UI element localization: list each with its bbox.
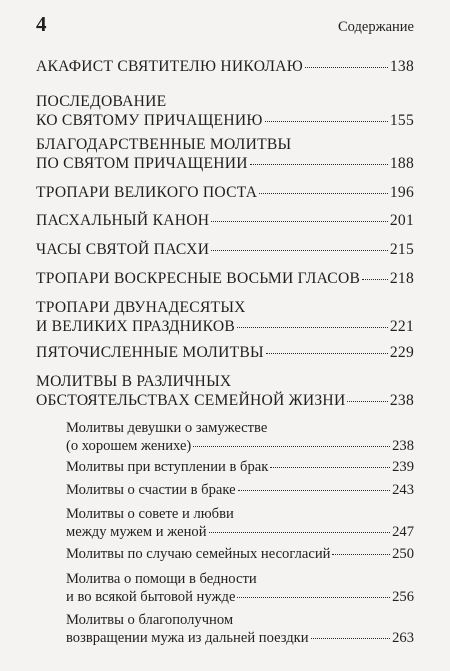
page-number: 4 bbox=[36, 12, 47, 36]
dot-leader bbox=[305, 67, 388, 68]
entry-title-line: Молитвы о благополучном bbox=[66, 612, 234, 628]
entry-title-line: ПО СВЯТОМ ПРИЧАЩЕНИИ bbox=[36, 155, 248, 172]
dot-leader bbox=[211, 250, 388, 251]
toc-subentry[interactable] bbox=[66, 419, 414, 455]
entry-title-line: (о хорошем женихе) bbox=[66, 438, 192, 454]
toc-subentry[interactable] bbox=[66, 545, 414, 563]
toc-entry[interactable] bbox=[36, 240, 414, 259]
toc-entry[interactable] bbox=[36, 135, 414, 173]
entry-page-number: 243 bbox=[392, 482, 414, 498]
toc-subentry[interactable] bbox=[66, 458, 414, 476]
entry-title-line: и во всякой бытовой нужде bbox=[66, 589, 236, 605]
entry-title-line: БЛАГОДАРСТВЕННЫЕ МОЛИТВЫ bbox=[36, 136, 292, 153]
toc-entry[interactable] bbox=[36, 269, 414, 288]
dot-leader bbox=[270, 467, 390, 468]
toc-entry[interactable] bbox=[36, 92, 414, 130]
entry-title-line: Молитвы при вступлении в брак bbox=[66, 459, 269, 475]
entry-title-line: Молитвы о совете и любви bbox=[66, 506, 234, 522]
entry-title-line: ОБСТОЯТЕЛЬСТВАХ СЕМЕЙНОЙ ЖИЗНИ bbox=[36, 392, 346, 409]
entry-title-line: ПЯТОЧИСЛЕННЫЕ МОЛИТВЫ bbox=[36, 344, 264, 361]
entry-page-number: 221 bbox=[389, 318, 414, 335]
entry-title-line: Молитвы по случаю семейных несогласий bbox=[66, 546, 331, 562]
toc-entry[interactable] bbox=[36, 211, 414, 230]
entry-title-line: ТРОПАРИ ВОСКРЕСНЫЕ ВОСЬМИ ГЛАСОВ bbox=[36, 270, 361, 287]
entry-page-number: 201 bbox=[389, 212, 414, 229]
toc-entry[interactable] bbox=[36, 57, 414, 76]
entry-title-line: ТРОПАРИ ДВУНАДЕСЯТЫХ bbox=[36, 299, 246, 316]
toc-entry[interactable] bbox=[36, 183, 414, 202]
entry-title-line: ПАСХАЛЬНЫЙ КАНОН bbox=[36, 212, 210, 229]
entry-title-line: КО СВЯТОМУ ПРИЧАЩЕНИЮ bbox=[36, 112, 263, 129]
entry-title-line: АКАФИСТ СВЯТИТЕЛЮ НИКОЛАЮ bbox=[36, 58, 304, 75]
entry-page-number: 239 bbox=[392, 459, 414, 475]
entry-page-number: 196 bbox=[389, 184, 414, 201]
entry-title-line: Молитвы девушки о замужестве bbox=[66, 420, 268, 436]
dot-leader bbox=[311, 638, 391, 639]
toc-subentry[interactable] bbox=[66, 611, 414, 647]
entry-title-line: И ВЕЛИКИХ ПРАЗДНИКОВ bbox=[36, 318, 236, 335]
entry-page-number: 218 bbox=[389, 270, 414, 287]
dot-leader bbox=[347, 401, 387, 402]
entry-page-number: 229 bbox=[389, 344, 414, 361]
entry-page-number: 215 bbox=[389, 241, 414, 258]
dot-leader bbox=[265, 121, 388, 122]
entry-title-line: Молитва о помощи в бедности bbox=[66, 571, 257, 587]
dot-leader bbox=[238, 490, 391, 491]
entry-page-number: 247 bbox=[392, 524, 414, 540]
toc-subentry[interactable] bbox=[66, 570, 414, 606]
dot-leader bbox=[237, 327, 388, 328]
toc-entry[interactable] bbox=[36, 343, 414, 362]
entry-title-line: возвращении мужа из дальней поездки bbox=[66, 630, 309, 646]
toc-subentry[interactable] bbox=[66, 481, 414, 499]
entry-page-number: 188 bbox=[389, 155, 414, 172]
toc-entry[interactable] bbox=[36, 372, 414, 410]
entry-title-line: ПОСЛЕДОВАНИЕ bbox=[36, 93, 167, 110]
entry-page-number: 238 bbox=[389, 392, 414, 409]
dot-leader bbox=[250, 164, 388, 165]
dot-leader bbox=[332, 554, 390, 555]
dot-leader bbox=[266, 353, 388, 354]
section-title: Содержание bbox=[338, 19, 414, 35]
entry-title-line: МОЛИТВЫ В РАЗЛИЧНЫХ bbox=[36, 373, 232, 390]
toc-subentry[interactable] bbox=[66, 505, 414, 541]
entry-page-number: 138 bbox=[389, 58, 414, 75]
dot-leader bbox=[211, 221, 388, 222]
entry-page-number: 155 bbox=[389, 112, 414, 129]
entry-title-line: между мужем и женой bbox=[66, 524, 207, 540]
entry-title-line: ТРОПАРИ ВЕЛИКОГО ПОСТА bbox=[36, 184, 258, 201]
entry-page-number: 256 bbox=[392, 589, 414, 605]
entry-page-number: 238 bbox=[392, 438, 414, 454]
dot-leader bbox=[362, 279, 388, 280]
dot-leader bbox=[209, 532, 391, 533]
entry-title-line: Молитвы о счастии в браке bbox=[66, 482, 236, 498]
toc-entry[interactable] bbox=[36, 298, 414, 336]
dot-leader bbox=[259, 193, 388, 194]
entry-page-number: 263 bbox=[392, 630, 414, 646]
entry-page-number: 250 bbox=[392, 546, 414, 562]
page-header bbox=[36, 12, 414, 36]
dot-leader bbox=[237, 597, 390, 598]
entry-title-line: ЧАСЫ СВЯТОЙ ПАСХИ bbox=[36, 241, 210, 258]
dot-leader bbox=[193, 446, 390, 447]
